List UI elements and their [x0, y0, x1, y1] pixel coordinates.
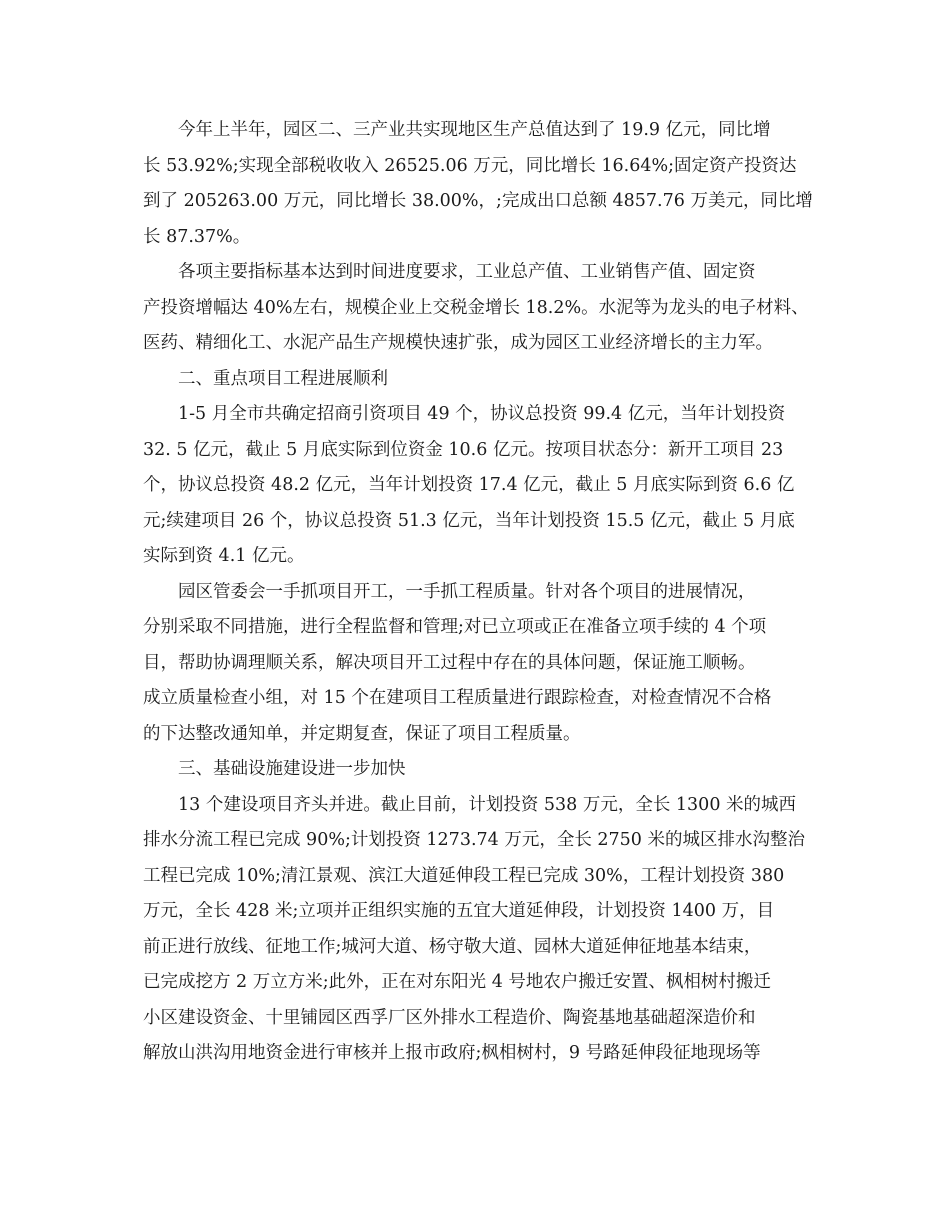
text-line: 元;续建项目 26 个，协议总投资 51.3 亿元，当年计划投资 15.5 亿元，截止 5 月底 — [143, 510, 795, 531]
text-line: 万元，全长 428 米;立项并正组织实施的五宜大道延伸段，计划投资 1400 万，目 — [143, 901, 775, 921]
text-line: 目，帮助协调理顺关系，解决项目开工过程中存在的具体问题，保证施工顺畅。 — [143, 652, 756, 673]
text-line: 到了 205263.00 万元，同比增长 38.00%，;完成出口总额 4857.76 万美元，同比增 — [143, 191, 813, 211]
text-line: 各项主要指标基本达到时间进度要求，工业总产值、工业销售产值、固定资 — [178, 262, 756, 282]
text-line: 排水分流工程已完成 90%;计划投资 1273.74 万元，全长 2750 米的城区排水沟整治 — [143, 830, 806, 850]
text-line: 小区建设资金、十里铺园区西孚厂区外排水工程造价、陶瓷基地基础超深造价和 — [143, 1007, 756, 1028]
text-line: 已完成挖方 2 万立方米;此外，正在对东阳光 4 号地农户搬迁安置、枫相树村搬迁 — [143, 972, 771, 992]
document-body — [143, 113, 815, 1072]
text-line: 长 87.37%。 — [143, 226, 251, 247]
text-line: 长 53.92%;实现全部税收收入 26525.06 万元，同比增长 16.64%;固定资产投资达 — [143, 155, 797, 176]
text-line: 1-5 月全市共确定招商引资项目 49 个，协议总投资 99.4 亿元，当年计划投资 — [178, 404, 786, 424]
text-line: 工程已完成 10%;清江景观、滨江大道延伸段工程已完成 30%，工程计划投资 380 — [143, 865, 785, 886]
text-line: 分别采取不同措施，进行全程监督和管理;对已立项或正在准备立项手续的 4 个项 — [143, 617, 767, 637]
text-line: 32. 5 亿元，截止 5 月底实际到位资金 10.6 亿元。按项目状态分：新开工项目 23 — [143, 439, 784, 460]
text-line: 今年上半年，园区二、三产业共实现地区生产总值达到了 19.9 亿元，同比增 — [178, 120, 771, 140]
text-line: 园区管委会一手抓项目开工，一手抓工程质量。针对各个项目的进展情况， — [178, 581, 756, 602]
text-line: 解放山洪沟用地资金进行审核并上报市政府;枫相树村，9 号路延伸段征地现场等 — [143, 1043, 761, 1063]
text-line: 实际到资 4.1 亿元。 — [143, 546, 305, 566]
text-line: 13 个建设项目齐头并进。截止目前，计划投资 538 万元，全长 1300 米的城西 — [178, 794, 797, 815]
text-line: 个，协议总投资 48.2 亿元，当年计划投资 17.4 亿元，截止 5 月底实际到资 6.6 亿 — [143, 475, 795, 495]
text-line: 产投资增幅达 40%左右，规模企业上交税金增长 18.2%。水泥等为龙头的电子材料、 — [143, 297, 809, 318]
section-heading: 三、基础设施建设进一步加快 — [178, 759, 406, 779]
text-line: 医药、精细化工、水泥产品生产规模快速扩张，成为园区工业经济增长的主力军。 — [143, 333, 773, 353]
text-line: 的下达整改通知单，并定期复查，保证了项目工程质量。 — [143, 723, 581, 744]
text-line: 成立质量检查小组，对 15 个在建项目工程质量进行跟踪检查，对检查情况不合格 — [143, 688, 772, 708]
text-line: 前正进行放线、征地工作;城河大道、杨守敬大道、园林大道延伸征地基本结束， — [143, 936, 762, 957]
section-heading: 二、重点项目工程进展顺利 — [178, 368, 388, 389]
